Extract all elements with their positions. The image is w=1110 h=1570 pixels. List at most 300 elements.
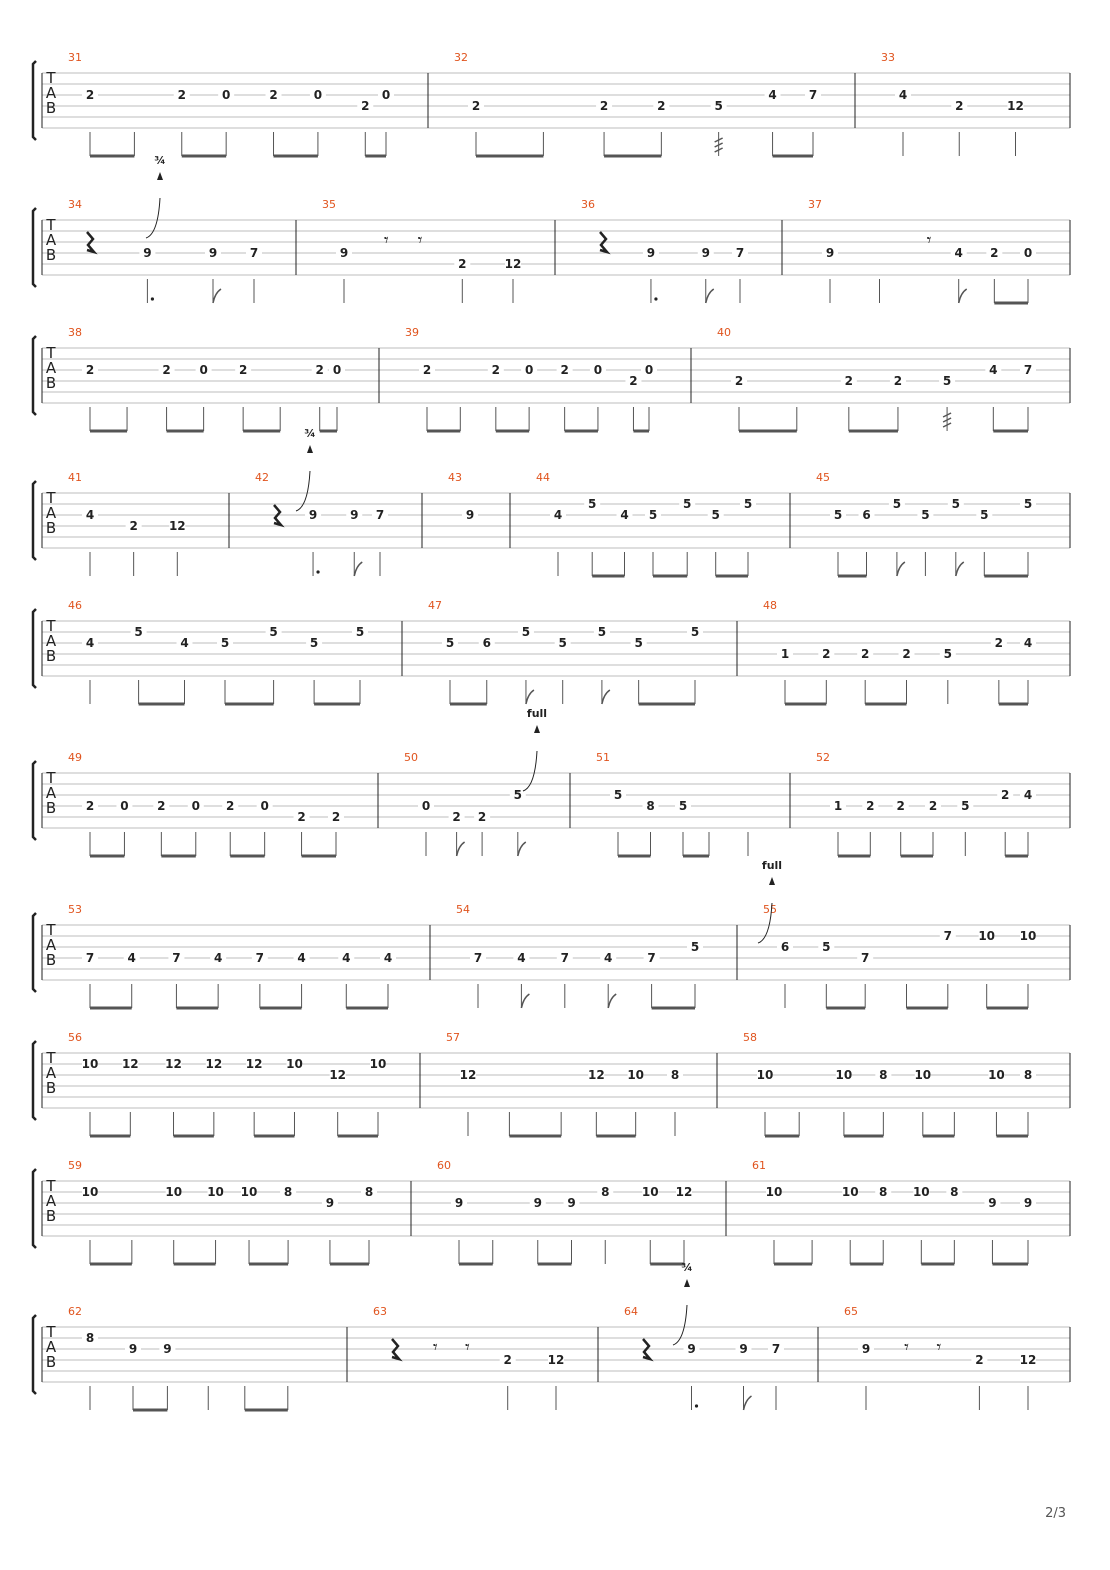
fret-number: 12 (205, 1057, 223, 1071)
measure-number: 34 (68, 198, 82, 211)
dot (654, 297, 657, 300)
fret-number: 5 (1023, 497, 1033, 511)
fret-number: 4 (1023, 636, 1033, 650)
fret-number: 5 (714, 99, 723, 113)
tab-clef-letter: T (46, 1323, 56, 1341)
tab-clef-letter: A (45, 359, 57, 377)
fret-number: 12 (1007, 99, 1024, 113)
fret-number: 2 (85, 88, 95, 102)
fret-number: 9 (163, 1342, 172, 1356)
tab-clef-letter: B (45, 1207, 57, 1225)
fret-number: 0 (191, 799, 200, 813)
fret-number: 9 (646, 246, 656, 260)
tab-clef-letter: T (46, 921, 56, 939)
fret-number: 5 (220, 636, 230, 650)
tab-clef-letter: A (45, 504, 57, 522)
fret-number: 8 (670, 1068, 680, 1082)
tab-system (33, 51, 1070, 156)
fret-number: 8 (950, 1185, 959, 1199)
measure-number: 63 (373, 1305, 387, 1318)
fret-number: 2 (477, 810, 487, 824)
fret-number: 5 (921, 508, 930, 522)
fret-number: 2 (297, 810, 306, 824)
fret-number: 2 (238, 363, 248, 377)
bend-arrowhead (684, 1279, 690, 1287)
fret-number: 5 (892, 497, 902, 511)
bend-label: full (761, 859, 783, 872)
fret-number: 2 (734, 374, 744, 388)
fret-number: 4 (768, 88, 777, 102)
flag (706, 289, 714, 303)
fret-number: 5 (822, 940, 831, 954)
fret-number: 12 (1019, 1353, 1037, 1367)
tab-system (33, 1031, 1070, 1136)
fret-number: 2 (503, 1353, 512, 1367)
tab-clef-letter: B (45, 799, 57, 817)
fret-number: 0 (120, 799, 129, 813)
tab-clef-letter: A (45, 1064, 57, 1082)
fret-number: 9 (350, 508, 359, 522)
system-bracket (33, 761, 36, 840)
fret-number: 5 (961, 799, 970, 813)
bend-label: ¾ (681, 1261, 693, 1274)
dot (695, 1404, 698, 1407)
fret-number: 10 (81, 1185, 99, 1199)
fret-number: 5 (690, 625, 700, 639)
measure-number: 48 (763, 599, 777, 612)
fret-number: 7 (249, 246, 259, 260)
fret-number: 10 (165, 1185, 183, 1199)
fret-number: 9 (825, 246, 835, 260)
fret-number: 5 (648, 508, 658, 522)
measure-number: 44 (536, 471, 550, 484)
fret-number: 5 (634, 636, 643, 650)
flag (608, 994, 616, 1008)
fret-number: 10 (912, 1185, 930, 1199)
fret-number: 4 (604, 951, 613, 965)
fret-number: 2 (157, 799, 166, 813)
fret-number: 7 (172, 951, 181, 965)
tab-clef-letter: T (46, 69, 56, 87)
measure-number: 56 (68, 1031, 82, 1044)
measure-number: 35 (322, 198, 336, 211)
fret-number: 7 (861, 951, 870, 965)
fret-number: 7 (473, 951, 483, 965)
fret-number: 9 (861, 1342, 871, 1356)
fret-number: 0 (332, 363, 342, 377)
fret-number: 9 (465, 508, 475, 522)
measure-number: 62 (68, 1305, 82, 1318)
fret-number: 2 (599, 99, 609, 113)
measure-number: 43 (448, 471, 462, 484)
measure-number: 49 (68, 751, 82, 764)
flag (602, 690, 610, 704)
tab-clef-letter: B (45, 374, 57, 392)
fret-number: 4 (620, 508, 629, 522)
measure-number: 51 (596, 751, 610, 764)
fret-number: 8 (879, 1185, 888, 1199)
fret-number: 2 (902, 647, 911, 661)
fret-number: 7 (647, 951, 656, 965)
fret-number: 9 (1023, 1196, 1033, 1210)
measure-number: 58 (743, 1031, 757, 1044)
tab-clef-letter: B (45, 246, 57, 264)
bend-arrowhead (157, 172, 163, 180)
fret-number: 5 (309, 636, 319, 650)
fret-number: 10 (978, 929, 996, 943)
fret-number: 2 (269, 88, 278, 102)
fret-number: 0 (199, 363, 208, 377)
tab-clef-letter: T (46, 769, 56, 787)
bend-curve (673, 1305, 687, 1345)
bend-curve (523, 751, 537, 791)
fret-number: 0 (381, 88, 391, 102)
tab-system (33, 599, 1070, 704)
fret-number: 4 (898, 88, 908, 102)
fret-number: 0 (644, 363, 654, 377)
fret-number: 9 (143, 246, 152, 260)
measure-number: 50 (404, 751, 418, 764)
fret-number: 5 (445, 636, 455, 650)
measure-number: 54 (456, 903, 470, 916)
measure-number: 37 (808, 198, 822, 211)
tab-system (33, 427, 1070, 576)
fret-number: 12 (165, 1057, 182, 1071)
fret-number: 9 (988, 1196, 997, 1210)
bend-curve (146, 198, 160, 238)
fret-number: 12 (245, 1057, 263, 1071)
fret-number: 12 (587, 1068, 605, 1082)
fret-number: 2 (994, 636, 1004, 650)
fret-number: 12 (121, 1057, 139, 1071)
fret-number: 2 (955, 99, 964, 113)
flag (354, 562, 362, 576)
flag (518, 842, 526, 856)
bend-label: full (526, 707, 548, 720)
measure-number: 33 (881, 51, 895, 64)
fret-number: 7 (808, 88, 818, 102)
fret-number: 2 (893, 374, 903, 388)
fret-number: 2 (177, 88, 186, 102)
measure-number: 57 (446, 1031, 460, 1044)
fret-number: 5 (942, 374, 952, 388)
fret-number: 5 (943, 647, 952, 661)
flag (956, 562, 964, 576)
fret-number: 8 (646, 799, 655, 813)
fret-number: 0 (260, 799, 269, 813)
eighth-rest: 𝄾 (904, 1337, 909, 1358)
measure-number: 32 (454, 51, 468, 64)
measure-number: 46 (68, 599, 82, 612)
tab-clef-letter: A (45, 1192, 57, 1210)
fret-number: 2 (331, 810, 341, 824)
fret-number: 6 (482, 636, 491, 650)
measure-number: 41 (68, 471, 82, 484)
fret-number: 9 (533, 1196, 542, 1210)
fret-number: 10 (81, 1057, 99, 1071)
fret-number: 5 (558, 636, 567, 650)
fret-number: 4 (342, 951, 351, 965)
fret-number: 0 (593, 363, 603, 377)
system-bracket (33, 1169, 36, 1248)
measure-number: 31 (68, 51, 82, 64)
fret-number: 10 (1019, 929, 1037, 943)
system-bracket (33, 1041, 36, 1120)
fret-number: 5 (980, 508, 989, 522)
fret-number: 2 (315, 363, 324, 377)
fret-number: 2 (1001, 788, 1010, 802)
fret-number: 5 (597, 625, 607, 639)
fret-number: 8 (879, 1068, 888, 1082)
measure-number: 52 (816, 751, 830, 764)
tab-clef-letter: A (45, 784, 57, 802)
fret-number: 4 (989, 363, 998, 377)
fret-number: 10 (988, 1068, 1005, 1082)
fret-number: 10 (369, 1057, 387, 1071)
flag (959, 289, 967, 303)
measure-number: 39 (405, 326, 419, 339)
flag (526, 690, 534, 704)
fret-number: 5 (743, 497, 753, 511)
fret-number: 2 (975, 1353, 984, 1367)
fret-number: 2 (844, 374, 853, 388)
fret-number: 5 (951, 497, 960, 511)
tab-system (33, 859, 1070, 1008)
tab-clef-letter: A (45, 84, 57, 102)
fret-number: 2 (491, 363, 500, 377)
fret-number: 2 (560, 363, 569, 377)
fret-number: 7 (943, 929, 952, 943)
flag (744, 1396, 752, 1410)
fret-number: 10 (914, 1068, 932, 1082)
fret-number: 9 (687, 1342, 696, 1356)
fret-number: 0 (1023, 246, 1033, 260)
fret-number: 8 (601, 1185, 610, 1199)
fret-number: 7 (255, 951, 265, 965)
tab-clef-letter: T (46, 489, 56, 507)
fret-number: 7 (560, 951, 569, 965)
fret-number: 0 (524, 363, 534, 377)
fret-number: 8 (283, 1185, 293, 1199)
tab-system (33, 1261, 1070, 1410)
tab-system (33, 1159, 1070, 1264)
eighth-rest: 𝄾 (465, 1337, 470, 1358)
fret-number: 5 (588, 497, 597, 511)
fret-number: 5 (613, 788, 623, 802)
tab-clef-letter: T (46, 617, 56, 635)
fret-number: 10 (286, 1057, 303, 1071)
fret-number: 9 (325, 1196, 335, 1210)
tab-clef-letter: T (46, 1049, 56, 1067)
fret-number: 0 (221, 88, 231, 102)
fret-number: 10 (756, 1068, 774, 1082)
fret-number: 5 (355, 625, 365, 639)
tab-clef-letter: B (45, 951, 57, 969)
fret-number: 2 (162, 363, 171, 377)
flag (213, 289, 221, 303)
tab-clef-letter: T (46, 1177, 56, 1195)
fret-number: 4 (383, 951, 393, 965)
eighth-rest: 𝄾 (432, 1337, 438, 1358)
bend-label: ¾ (154, 154, 166, 167)
fret-number: 2 (861, 647, 870, 661)
fret-number: 7 (85, 951, 95, 965)
fret-number: 12 (547, 1353, 565, 1367)
system-bracket (33, 61, 36, 140)
fret-number: 1 (833, 799, 843, 813)
fret-number: 12 (329, 1068, 347, 1082)
fret-number: 2 (85, 363, 95, 377)
measure-number: 64 (624, 1305, 638, 1318)
bend-arrowhead (307, 445, 313, 453)
fret-number: 2 (657, 99, 666, 113)
measure-number: 61 (752, 1159, 766, 1172)
eighth-rest: 𝄾 (936, 1337, 942, 1358)
fret-number: 10 (240, 1185, 258, 1199)
fret-number: 4 (180, 636, 189, 650)
fret-number: 12 (168, 519, 186, 533)
fret-number: 9 (339, 246, 349, 260)
tab-clef-letter: B (45, 1079, 57, 1097)
tab-clef-letter: T (46, 344, 56, 362)
measure-number: 38 (68, 326, 82, 339)
fret-number: 2 (422, 363, 432, 377)
bend-arrowhead (769, 877, 775, 885)
fret-number: 10 (641, 1185, 659, 1199)
fret-number: 5 (690, 940, 700, 954)
fret-number: 5 (134, 625, 143, 639)
fret-number: 4 (85, 508, 95, 522)
fret-number: 10 (765, 1185, 783, 1199)
fret-number: 2 (471, 99, 481, 113)
eighth-rest: 𝄾 (926, 230, 932, 251)
fret-number: 2 (896, 799, 905, 813)
tab-system (33, 707, 1070, 856)
fret-number: 9 (454, 1196, 464, 1210)
system-bracket (33, 481, 36, 560)
fret-number: 5 (833, 508, 843, 522)
tab-clef-letter: B (45, 647, 57, 665)
flag (457, 842, 465, 856)
page-number: 2/3 (1045, 1506, 1066, 1521)
fret-number: 12 (504, 257, 522, 271)
tab-system (33, 154, 1070, 303)
fret-number: 2 (990, 246, 999, 260)
fret-number: 2 (226, 799, 235, 813)
fret-number: 10 (627, 1068, 645, 1082)
fret-number: 5 (711, 508, 720, 522)
fret-number: 7 (771, 1342, 781, 1356)
tab-clef-letter: A (45, 231, 57, 249)
fret-number: 4 (213, 951, 223, 965)
measure-number: 42 (255, 471, 269, 484)
fret-number: 4 (1023, 788, 1033, 802)
fret-number: 0 (313, 88, 323, 102)
tab-clef-letter: T (46, 216, 56, 234)
eighth-rest: 𝄾 (417, 230, 423, 251)
fret-number: 4 (297, 951, 306, 965)
fret-number: 2 (629, 374, 638, 388)
measure-number: 59 (68, 1159, 82, 1172)
fret-number: 10 (841, 1185, 859, 1199)
fret-number: 1 (780, 647, 790, 661)
measure-number: 36 (581, 198, 595, 211)
fret-number: 2 (928, 799, 938, 813)
fret-number: 9 (208, 246, 218, 260)
fret-number: 2 (866, 799, 875, 813)
fret-number: 9 (701, 246, 710, 260)
measure-number: 55 (763, 903, 777, 916)
measure-number: 45 (816, 471, 830, 484)
measure-number: 40 (717, 326, 731, 339)
tab-clef-letter: B (45, 519, 57, 537)
fret-number: 12 (459, 1068, 477, 1082)
fret-number: 8 (1023, 1068, 1033, 1082)
tab-clef-letter: B (45, 99, 57, 117)
fret-number: 2 (452, 810, 461, 824)
dot (151, 297, 154, 300)
fret-number: 2 (361, 99, 370, 113)
fret-number: 6 (780, 940, 790, 954)
fret-number: 2 (129, 519, 138, 533)
system-bracket (33, 1315, 36, 1394)
tab-clef-letter: A (45, 632, 57, 650)
fret-number: 5 (521, 625, 531, 639)
bend-curve (296, 471, 310, 511)
flag (521, 994, 529, 1008)
eighth-rest: 𝄾 (383, 230, 389, 251)
tab-clef-letter: B (45, 1353, 57, 1371)
dot (316, 570, 319, 573)
fret-number: 10 (835, 1068, 853, 1082)
fret-number: 5 (269, 625, 278, 639)
system-bracket (33, 609, 36, 688)
fret-number: 2 (85, 799, 95, 813)
fret-number: 4 (553, 508, 563, 522)
system-bracket (33, 336, 36, 415)
measure-number: 60 (437, 1159, 451, 1172)
fret-number: 4 (954, 246, 963, 260)
fret-number: 12 (675, 1185, 693, 1199)
fret-number: 5 (513, 788, 522, 802)
fret-number: 7 (1023, 363, 1033, 377)
tab-system (33, 326, 1070, 431)
fret-number: 5 (678, 799, 688, 813)
fret-number: 7 (375, 508, 385, 522)
measure-number: 47 (428, 599, 442, 612)
measure-number: 65 (844, 1305, 858, 1318)
system-bracket (33, 913, 36, 992)
tab-clef-letter: A (45, 936, 57, 954)
fret-number: 0 (421, 799, 431, 813)
fret-number: 10 (207, 1185, 224, 1199)
tab-clef-letter: A (45, 1338, 57, 1356)
flag (897, 562, 905, 576)
fret-number: 7 (735, 246, 745, 260)
fret-number: 4 (517, 951, 526, 965)
fret-number: 9 (567, 1196, 576, 1210)
fret-number: 4 (85, 636, 95, 650)
measure-number: 53 (68, 903, 82, 916)
fret-number: 8 (85, 1331, 95, 1345)
fret-number: 4 (127, 951, 136, 965)
bend-arrowhead (534, 725, 540, 733)
bend-label: ¾ (304, 427, 316, 440)
fret-number: 9 (739, 1342, 748, 1356)
fret-number: 2 (458, 257, 467, 271)
fret-number: 9 (308, 508, 318, 522)
system-bracket (33, 208, 36, 287)
